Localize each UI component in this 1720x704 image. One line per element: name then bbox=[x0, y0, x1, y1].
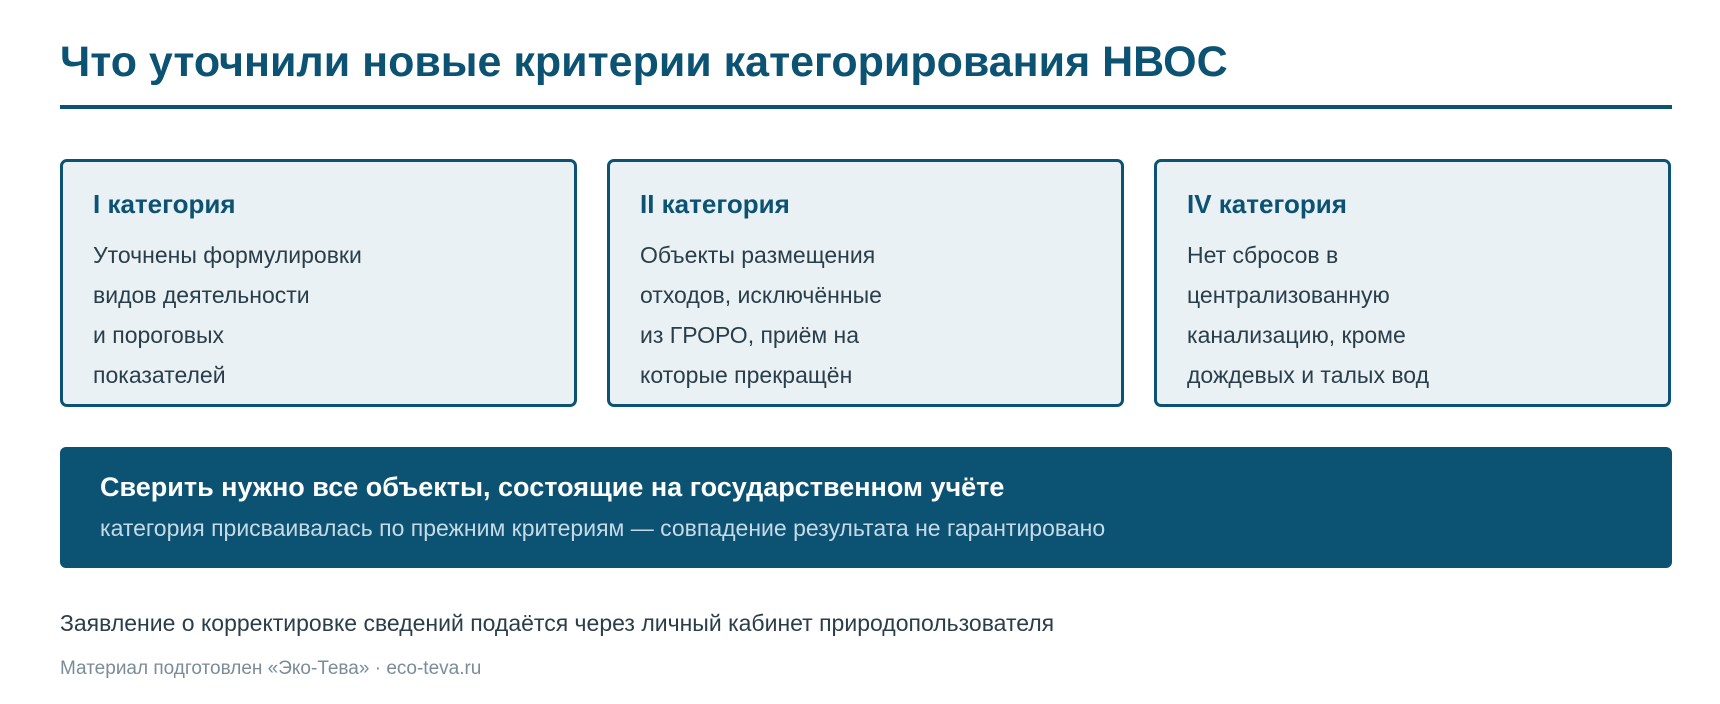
category-card-text-line: видов деятельности bbox=[93, 282, 310, 308]
category-card-text-line: Нет сбросов в bbox=[1187, 242, 1339, 268]
title-divider bbox=[60, 105, 1672, 109]
category-card-title: II категория bbox=[640, 189, 790, 219]
category-card-text-line: из ГРОРО, приём на bbox=[640, 322, 860, 348]
category-card-title: IV категория bbox=[1187, 189, 1347, 219]
category-cards bbox=[60, 159, 1672, 407]
category-card-text-line: которые прекращён bbox=[640, 362, 853, 388]
category-card-text-line: Уточнены формулировки bbox=[93, 242, 362, 268]
banner-subtitle: категория присваивалась по прежним критериям — совпадение результата не гарантировано bbox=[100, 515, 1106, 541]
category-card-text-line: отходов, исключённые bbox=[640, 282, 882, 308]
category-card-1 bbox=[60, 159, 577, 407]
page-title: Что уточнили новые критерии категорирования НВОС bbox=[60, 38, 1228, 86]
category-card-text-line: дождевых и талых вод bbox=[1187, 362, 1430, 388]
category-card-text-line: и пороговых bbox=[93, 322, 224, 348]
highlight-banner bbox=[60, 447, 1672, 568]
application-note: Заявление о корректировке сведений подаётся через личный кабинет природопользователя bbox=[60, 610, 1055, 636]
category-card-text-line: показателей bbox=[93, 362, 226, 388]
footer-credit: Материал подготовлен «Эко-Тева» · eco-teva.ru bbox=[60, 658, 482, 679]
category-card-text-line: Объекты размещения bbox=[640, 242, 876, 268]
category-card-2 bbox=[607, 159, 1124, 407]
category-card-text-line: канализацию, кроме bbox=[1187, 322, 1406, 348]
banner-title: Сверить нужно все объекты, состоящие на государственном учёте bbox=[100, 472, 1005, 502]
category-card-text-line: централизованную bbox=[1187, 282, 1390, 308]
category-card-title: I категория bbox=[93, 189, 236, 219]
category-card-4 bbox=[1154, 159, 1671, 407]
